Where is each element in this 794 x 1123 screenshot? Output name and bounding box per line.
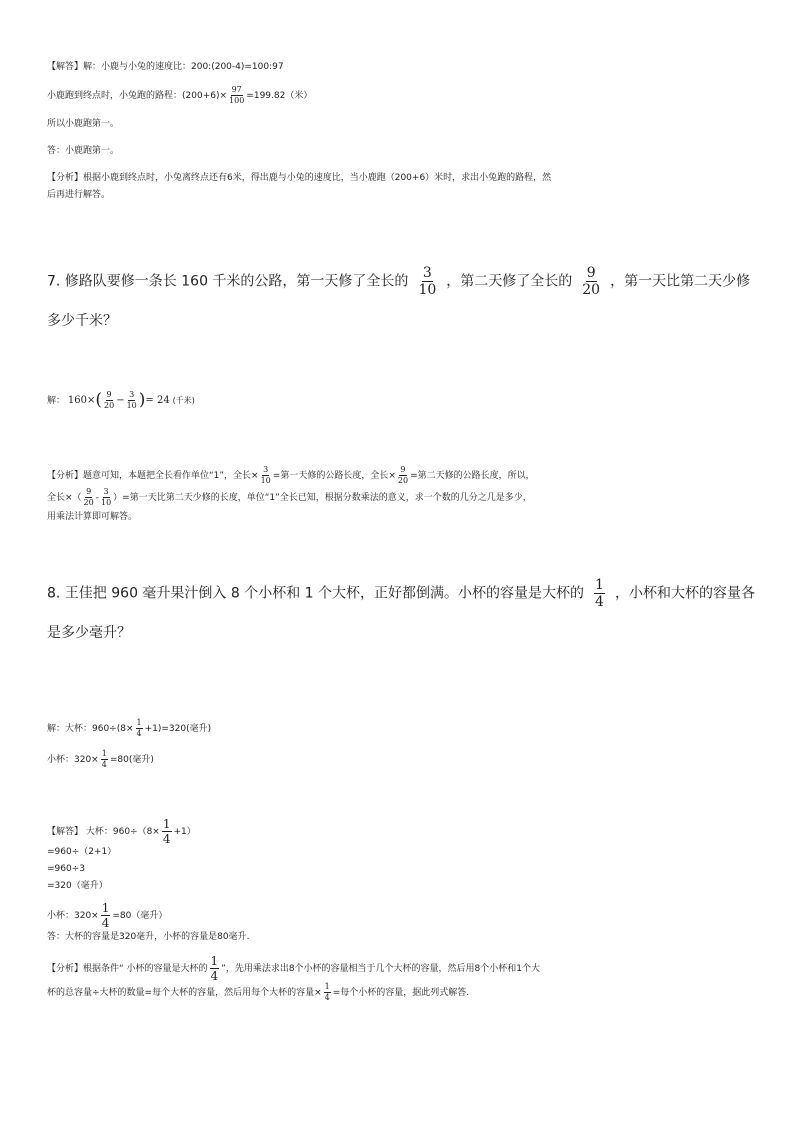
question-7: 7. 修路队要修一条长 160 千米的公路，第一天修了全长的 $\frac{3}{10}$ ，第二天修了全长的 $\frac{9}{20}$ ，第一天比第二天少修 <box>47 265 751 298</box>
fraction: $\frac{3}{10}$ <box>126 390 137 410</box>
fraction: $\frac{3}{10}$ <box>260 465 271 485</box>
fraction: $\frac{9}{20}$ <box>104 390 115 410</box>
analysis-line: 杯的总容量÷大杯的数量=每个大杯的容量，然后用每个大杯的容量× $\frac{1}{4}$ =每个小杯的容量，据此列式解答. <box>47 982 470 1002</box>
fraction: $\frac{1}{4}$ <box>136 718 142 738</box>
analysis-line: 【分析】题意可知，本题把全长看作单位“1”，全长× $\frac{3}{10}$ =第一天修的公路长度，全长× $\frac{9}{20}$ =第二天修的公路长度，所以， <box>47 465 535 485</box>
answer-line: 答：大杯的容量是320毫升，小杯的容量是80毫升. <box>47 932 250 942</box>
analysis-line: 全长×（ $\frac{9}{20}$ - $\frac{3}{10}$ ）=第一天比第二天少修的长度，单位“1”全长已知，根据分数乘法的意义，求一个数的几分之几是多少， <box>47 487 532 507</box>
analysis-line: 【分析】根据条件“ 小杯的容量是大杯的 $\frac{1}{4}$ ”，先用乘法求出8个小杯的容量相当于几个大杯的容量，然后用8个小杯和1个大 <box>47 954 541 983</box>
answer-line: 小鹿跑到终点时，小兔跑的路程：(200+6)× $\frac{97}{100}$ =199.82（米） <box>47 85 313 105</box>
fraction: $\frac{1}{4}$ <box>595 577 604 610</box>
answer-line: 所以小鹿跑第一。 <box>47 119 120 129</box>
fraction: $\frac{1}{4}$ <box>101 749 107 769</box>
answer-line: =960÷3 <box>47 864 85 874</box>
question-8: 8. 王佳把 960 毫升果汁倒入 8 个小杯和 1 个大杯，正好都倒满。小杯的容量是大杯的 $\frac{1}{4}$ ，小杯和大杯的容量各 <box>47 577 755 610</box>
answer-line: 小杯：320× $\frac{1}{4}$ =80（毫升） <box>47 901 168 930</box>
fraction: $\frac{9}{20}$ <box>582 265 601 298</box>
question-7-cont: 多少千米？ <box>47 313 117 329</box>
answer-line: 【解答】解：小鹿与小兔的速度比：200:(200-4)=100:97 <box>47 62 284 72</box>
analysis-line: 【分析】根据小鹿到终点时，小兔离终点还有6米，得出鹿与小兔的速度比，当小鹿跑（200+6）米时，求出小兔跑的路程，然 <box>47 173 552 183</box>
fraction: $\frac{1}{4}$ <box>162 817 171 846</box>
solution-line: 小杯：320× $\frac{1}{4}$ =80(毫升) <box>47 749 154 769</box>
solution-line: 解：大杯：960÷(8× $\frac{1}{4}$ +1)=320(毫升) <box>47 718 212 738</box>
analysis-line: 后再进行解答。 <box>47 190 111 200</box>
fraction: $\frac{1}{4}$ <box>324 982 330 1002</box>
question-8-cont: 是多少毫升？ <box>47 625 131 641</box>
fraction: $\frac{9}{20}$ <box>83 487 94 507</box>
fraction: $\frac{97}{100}$ <box>229 85 245 105</box>
answer-line: =960÷（2+1） <box>47 847 117 857</box>
fraction: $\frac{3}{10}$ <box>418 265 437 298</box>
answer-line: =320（毫升） <box>47 881 108 891</box>
fraction: $\frac{9}{20}$ <box>397 465 409 485</box>
fraction: $\frac{1}{4}$ <box>101 901 110 930</box>
analysis-line: 用乘法计算即可解答。 <box>47 512 138 522</box>
fraction: $\frac{1}{4}$ <box>210 954 219 983</box>
fraction: $\frac{3}{10}$ <box>100 487 112 507</box>
answer-line: 【解答】 大杯：960÷（8× $\frac{1}{4}$ +1） <box>47 817 196 846</box>
answer-line: 答：小鹿跑第一。 <box>47 146 120 156</box>
solution-line: 解： 160×( $\frac{9}{20}$ − $\frac{3}{10}$ )= 24 (千米) <box>47 390 195 410</box>
